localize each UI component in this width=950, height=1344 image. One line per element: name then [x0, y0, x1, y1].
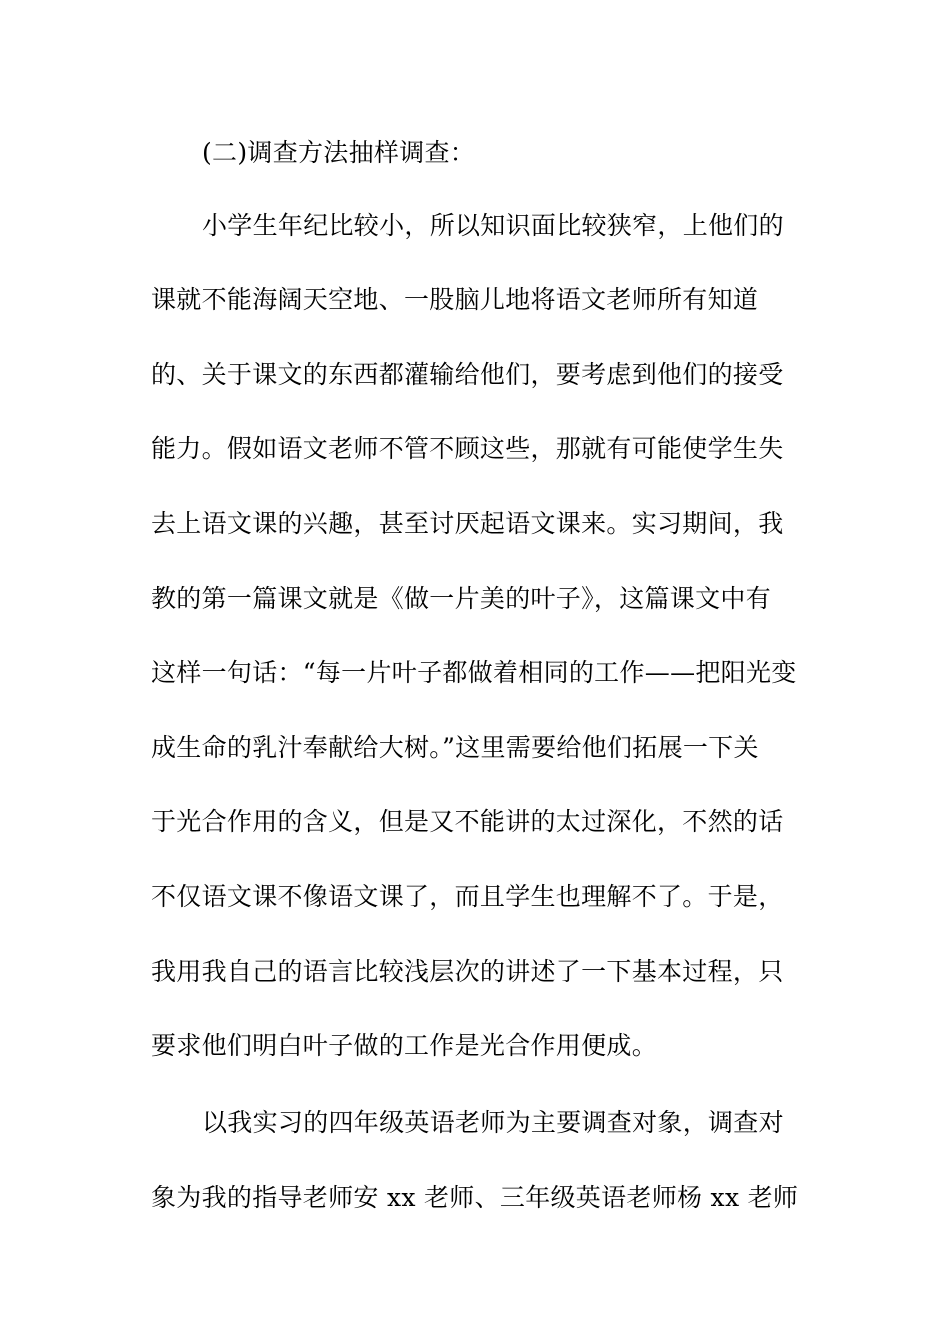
paragraph-line: 要求他们明白叶子做的工作是光合作用便成。: [151, 1031, 658, 1060]
section-heading: (二)调查方法抽样调查：: [202, 138, 476, 167]
paragraph-line: 去上语文课的兴趣，甚至讨厌起语文课来。实习期间，我: [151, 509, 784, 538]
paragraph-line: 的、关于课文的东西都灌输给他们，要考虑到他们的接受: [151, 360, 784, 389]
paragraph-line: 课就不能海阔天空地、一股脑儿地将语文老师所有知道: [151, 285, 759, 314]
paragraph-line: 不仅语文课不像语文课了，而且学生也理解不了。于是，: [151, 882, 784, 911]
paragraph-line: 小学生年纪比较小，所以知识面比较狭窄，上他们的: [202, 211, 784, 240]
paragraph-line: 我用我自己的语言比较浅层次的讲述了一下基本过程，只: [151, 957, 784, 986]
paragraph-line: 象为我的指导老师安 xx 老师、三年级英语老师杨 xx 老师: [151, 1183, 799, 1212]
paragraph-line: 教的第一篇课文就是《做一片美的叶子》，这篇课文中有: [151, 584, 772, 613]
paragraph-line: 以我实习的四年级英语老师为主要调查对象，调查对: [202, 1108, 784, 1137]
paragraph-line: 能力。假如语文老师不管不顾这些，那就有可能使学生失: [151, 434, 784, 463]
paragraph-line: 这样一句话：“每一片叶子都做着相同的工作——把阳光变: [151, 658, 797, 687]
paragraph-line: 成生命的乳汁奉献给大树。”这里需要给他们拓展一下关: [151, 733, 759, 762]
paragraph-line: 于光合作用的含义，但是又不能讲的太过深化，不然的话: [151, 807, 784, 836]
